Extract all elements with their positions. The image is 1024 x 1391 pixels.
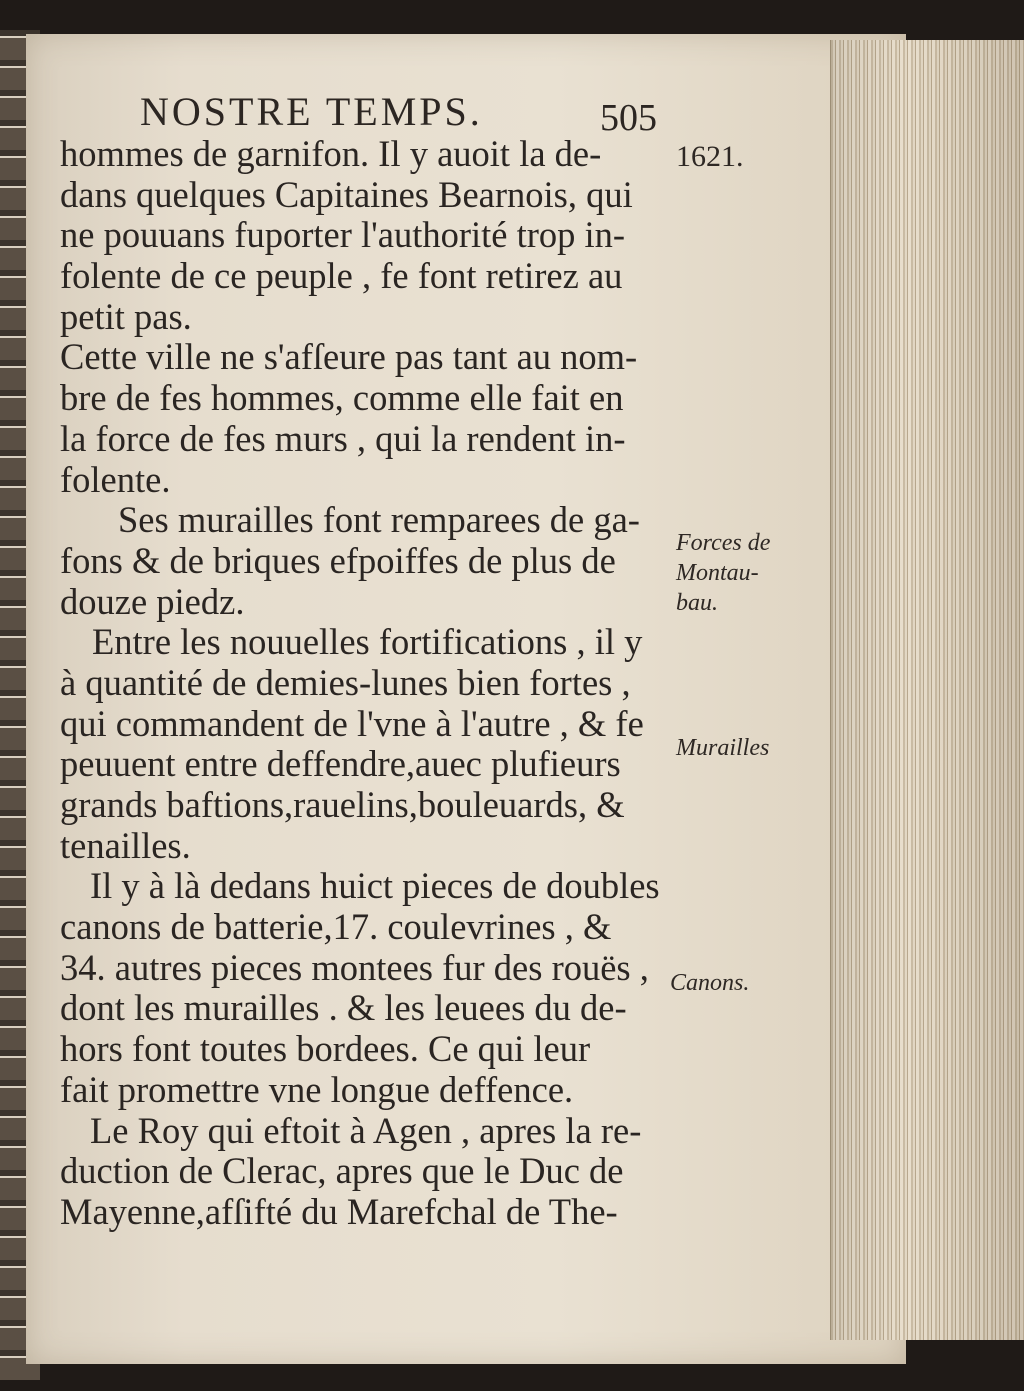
text-line: qui commandent de l'vne à l'autre , & fe — [60, 702, 644, 744]
margin-note-line: Montau- — [676, 560, 759, 586]
margin-note-forces — [676, 528, 816, 618]
page-number: 505 — [600, 97, 657, 139]
body-text — [60, 134, 670, 1233]
text-line: dont les murailles . & les leuees du de- — [60, 987, 627, 1029]
text-line: Il y à là dedans huict pieces de doubles — [90, 865, 660, 907]
text-line: la force de fes murs , qui la rendent in- — [60, 417, 626, 459]
text-line: 34. autres pieces montees fur des rouës , — [60, 946, 649, 988]
text-line: Ses murailles font remparees de ga- — [118, 499, 640, 541]
text-line: tenailles. — [60, 824, 191, 866]
text-line: Cette ville ne s'afſeure pas tant au nom- — [60, 336, 638, 378]
text-line: fons & de briques efpoiffes de plus de — [60, 539, 616, 581]
margin-note-murailles: Murailles — [676, 735, 770, 761]
running-title: NOSTRE TEMPS. — [140, 89, 483, 134]
text-line: ne pouuans fuporter l'authorité trop in- — [60, 214, 626, 256]
margin-note-line: Forces de — [676, 530, 771, 556]
text-line: folente. — [60, 458, 171, 500]
text-line: peuuent entre deffendre,auec plufieurs — [60, 743, 621, 785]
text-line: bre de fes hommes, comme elle fait en — [60, 377, 624, 419]
text-line: grands baftions,rauelins,bouleuards, & — [60, 784, 625, 825]
text-line: Le Roy qui eftoit à Agen , apres la re- — [90, 1109, 642, 1151]
text-line: fait promettre vne longue deffence. — [60, 1068, 574, 1110]
text-line: duction de Clerac, apres que le Duc de — [60, 1150, 624, 1192]
margin-year: 1621. — [676, 140, 744, 173]
text-line: canons de batterie,17. coulevrines , & — [60, 906, 612, 948]
margin-note-line: bau. — [676, 590, 718, 616]
text-line: Mayenne,afſifté du Marefchal de The- — [60, 1190, 618, 1232]
text-line: Entre les nouuelles fortifications , il y — [92, 621, 643, 663]
text-line: hors font toutes bordees. Ce qui leur — [60, 1028, 591, 1070]
text-line: douze piedz. — [60, 580, 245, 622]
text-line: hommes de garnifon. Il y auoit la de- — [60, 133, 602, 174]
text-line: folente de ce peuple , fe font retirez au — [60, 255, 623, 297]
fore-edge-shade — [830, 40, 1024, 1340]
text-line: dans quelques Capitaines Bearnois, qui — [60, 173, 633, 215]
text-line: petit pas. — [60, 295, 192, 337]
margin-note-canons: Canons. — [670, 970, 750, 996]
text-line: à quantité de demies-lunes bien fortes , — [60, 661, 631, 703]
